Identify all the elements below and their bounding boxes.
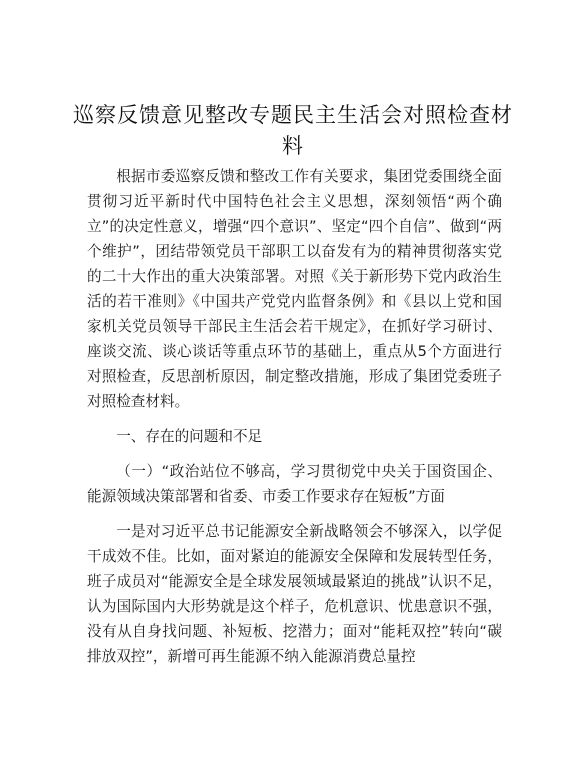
document-title: 巡察反馈意见整改专题民主生活会对照检查材料: [73, 103, 513, 158]
intro-paragraph: 根据市委巡察反馈和整改工作有关要求，集团党委围绕全面贯彻习近平新时代中国特色社会主义思想，深刻领悟“两个确立”的决定性意义，增强“四个意识”、坚定“四个自信”、做到“两个维护”，团结带领党员干部职工以奋发有为的精神贯彻落实党的二十大作出的重大决策部署。对照《关于新形势下党内政治生活的若干准则》《中国共产党党内监督条例》和《县以上党和国家机关党员领导干部民主生活会若干规定》，在抓好学习研讨、座谈交流、谈心谈话等重点环节的基础上，重点从5个方面进行对照检查，反思剖析原因，制定整改措施，形成了集团党委班子对照检查材料。: [87, 168, 502, 410]
document-body: [87, 164, 502, 669]
subsection-heading: （一）“政治站位不够高，学习贯彻党中央关于国资国企、能源领域决策部署和省委、市委工作要求存在短板”方面: [87, 463, 502, 505]
section-heading: 一、存在的问题和不足: [116, 428, 263, 445]
issue-paragraph: 一是对习近平总书记能源安全新战略领会不够深入，以学促干成效不佳。比如，面对紧迫的能源安全保障和发展转型任务，班子成员对“能源安全是全球发展领域最紧迫的挑战”认识不足，认为国际国内大形势就是这个样子，危机意识、忧患意识不强，没有从自身找问题、补短板、挖潜力；面对“能耗双控”转向“碳排放双控”，新增可再生能源不纳入能源消费总量控: [87, 523, 502, 665]
